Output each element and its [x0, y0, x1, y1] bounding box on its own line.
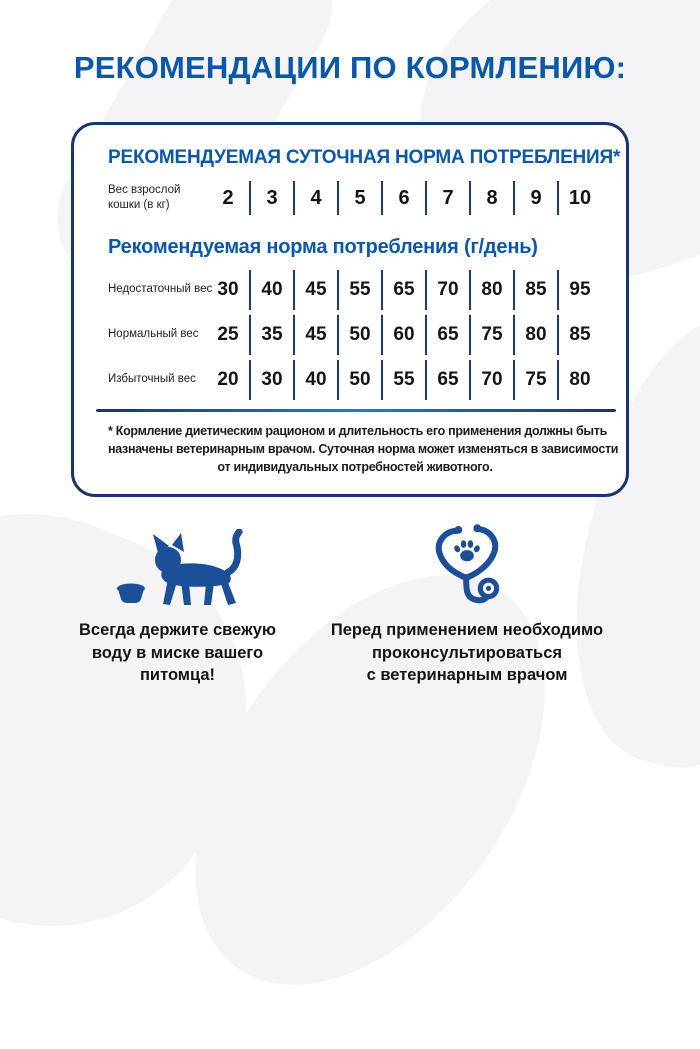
intake-value: 70: [470, 357, 514, 402]
row-label: Избыточный вес: [108, 373, 196, 386]
intake-value: 65: [426, 312, 470, 357]
intake-value: 30: [250, 357, 294, 402]
intake-value: 95: [558, 267, 602, 312]
water-tip-text: Всегда держите свежую воду в миске вашего питомца!: [79, 621, 276, 684]
table-row-overweight: [108, 357, 602, 402]
weight-value: 8: [470, 173, 514, 223]
intake-value: 85: [514, 267, 558, 312]
intake-value: 40: [250, 267, 294, 312]
intake-value: 85: [558, 312, 602, 357]
intake-value: 45: [294, 267, 338, 312]
intake-value: 55: [338, 267, 382, 312]
intake-value: 65: [382, 267, 426, 312]
intake-value: 65: [426, 357, 470, 402]
page-title: РЕКОМЕНДАЦИИ ПО КОРМЛЕНИЮ:: [73, 50, 627, 85]
cat-weight-label: Вес взрослой кошки (в кг): [108, 184, 181, 211]
weight-value: 4: [294, 173, 338, 223]
weight-value: 9: [514, 173, 558, 223]
intake-value: 80: [470, 267, 514, 312]
intake-value: 55: [382, 357, 426, 402]
vet-tip-text: Перед применением необходимо проконсультироваться с ветеринарным врачом: [330, 621, 604, 684]
intake-value: 50: [338, 312, 382, 357]
weight-value: 3: [250, 173, 294, 223]
daily-intake-heading: РЕКОМЕНДУЕМАЯ СУТОЧНАЯ НОРМА ПОТРЕБЛЕНИЯ*: [108, 147, 621, 168]
intake-value: 80: [514, 312, 558, 357]
intake-value: 50: [338, 357, 382, 402]
intake-subheading: Рекомендуемая норма потребления (г/день): [108, 236, 538, 258]
stethoscope-icon: [302, 523, 632, 609]
water-tip: [25, 523, 330, 686]
cat-weight-row: [108, 173, 602, 223]
intake-value: 45: [294, 312, 338, 357]
row-label: Нормальный вес: [108, 328, 199, 341]
table-row-underweight: [108, 267, 602, 312]
cat-weight-values: [206, 173, 602, 223]
weight-value: 6: [382, 173, 426, 223]
weight-value: 10: [558, 173, 602, 223]
intake-value: 80: [558, 357, 602, 402]
intake-value: 35: [250, 312, 294, 357]
intake-value: 20: [217, 369, 239, 390]
intake-value: 40: [294, 357, 338, 402]
intake-value: 75: [470, 312, 514, 357]
intake-value: 75: [514, 357, 558, 402]
row-label: Недостаточный вес: [108, 283, 213, 296]
intake-value: 30: [217, 279, 239, 300]
cat-bowl-icon: [25, 523, 330, 609]
feeding-table-panel: [71, 122, 629, 497]
vet-tip: [302, 523, 632, 686]
weight-value: 5: [338, 173, 382, 223]
intake-value: 70: [426, 267, 470, 312]
intake-value: 25: [217, 324, 239, 345]
tips-section: [0, 523, 700, 686]
weight-value: 7: [426, 173, 470, 223]
intake-rows: [108, 267, 602, 402]
weight-value: 2: [222, 187, 234, 209]
intake-value: 60: [382, 312, 426, 357]
table-row-normal: [108, 312, 602, 357]
footnote-divider: [96, 409, 616, 412]
footnote: * Кормление диетическим рационом и длительность его применения должны быть назначены ветеринарным врачом. Суточная норма может изменяться в зависимости от индивидуальных потребностей животного.: [108, 424, 619, 475]
